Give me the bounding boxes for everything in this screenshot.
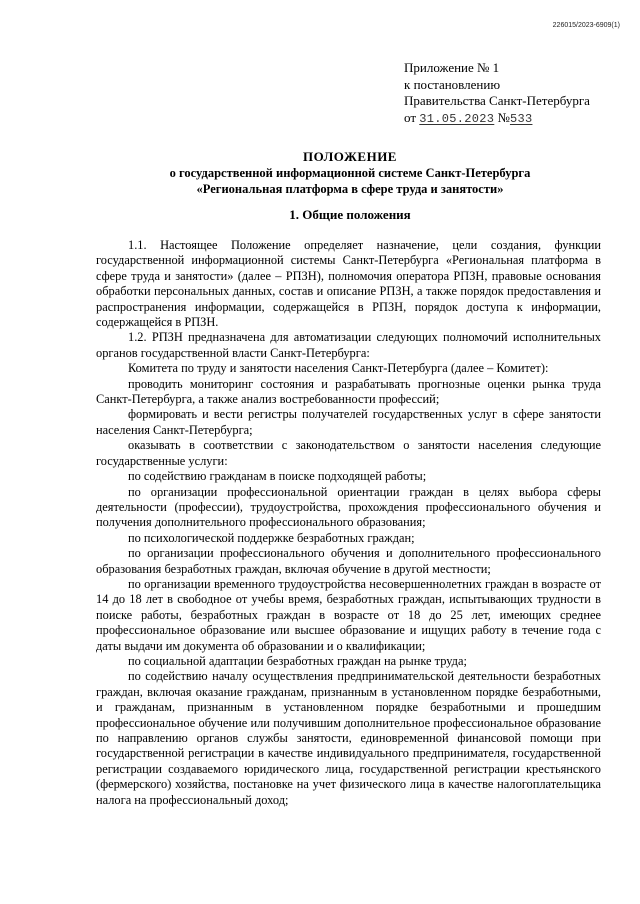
paragraph: формировать и вести регистры получателей государственных услуг в сфере занятости населения Санкт-Петербурга; bbox=[96, 407, 601, 437]
paragraph: Комитета по труду и занятости населения Санкт-Петербурга (далее – Комитет): bbox=[128, 361, 549, 376]
paragraph: проводить мониторинг состояния и разрабатывать прогнозные оценки рынка труда Санкт-Петербурга, а также анализ востребованности профессий; bbox=[96, 376, 601, 407]
document-id: 226015/2023-6909(1) bbox=[552, 22, 620, 29]
number-sign: № bbox=[497, 109, 510, 125]
appendix-date-line bbox=[404, 110, 624, 128]
document-title bbox=[60, 149, 640, 197]
appendix-line-2: к постановлению bbox=[404, 76, 501, 92]
title-line-2: о государственной информационной системе Санкт-Петербурга bbox=[169, 166, 531, 180]
decree-number: 533 bbox=[509, 111, 533, 126]
paragraph: по организации временного трудоустройства несовершеннолетних граждан в возрасте от 14 до 18 лет в свободное от учебы время, безработных граждан, испытывающих трудности в поиске работы, безработных граждан в возрасте от 18 до 25 лет, имеющих среднее профессиональное образование или высшее образование и ищущих работу в течение года с даты выдачи им документа об образовании и о квалификации; bbox=[96, 576, 601, 653]
paragraph: по содействию гражданам в поиске подходящей работы; bbox=[128, 469, 427, 484]
paragraph: оказывать в соответствии с законодательством о занятости населения следующие государственные услуги: bbox=[96, 438, 601, 468]
paragraph: по организации профессионального обучения и дополнительного профессионального образования безработных граждан, включая обучение в другой местности; bbox=[96, 546, 601, 576]
appendix-line-1: Приложение № 1 bbox=[404, 60, 500, 75]
document-body bbox=[96, 238, 601, 808]
paragraph: по содействию началу осуществления предпринимательской деятельности безработных граждан, включая оказание гражданам, признанным в установленном порядке безработными, и гражданам, признанным в установленном порядке безработными и прошедшим профессиональное обучение или получившим дополнительное профессиональное образование по направлению органов службы занятости, единовременной финансовой помощи при государственной регистрации в качестве индивидуального предпринимателя, государственной регистрации создаваемого юридического лица, государственной регистрации крестьянского (фермерского) хозяйства, постановке на учет физического лица в качестве налогоплательщика налога на профессиональный доход; bbox=[96, 669, 601, 807]
appendix-line-3: Правительства Санкт-Петербурга bbox=[404, 93, 590, 108]
appendix-block bbox=[404, 60, 624, 127]
paragraph: по организации профессиональной ориентации граждан в целях выбора сферы деятельности (профессии), трудоустройства, прохождения профессионального обучения и получения дополнительного профессионального образования; bbox=[96, 484, 601, 530]
decree-date: 31.05.2023 bbox=[419, 111, 495, 126]
date-prefix: от bbox=[404, 109, 417, 125]
paragraph: 1.1. Настоящее Положение определяет назначение, цели создания, функции государственной информационной системы Санкт-Петербурга «Региональная платформа в сфере труда и занятости» (далее – РПЗН), полномочия оператора РПЗН, правовые основания обработки персональных данных, состав и описание РПЗН, а также порядок предоставления и распространения информации, содержащейся в РПЗН, порядок доступа к информации, содержащейся в РПЗН. bbox=[96, 238, 601, 330]
section-heading: 1. Общие положения bbox=[289, 207, 411, 222]
paragraph: по психологической поддержке безработных граждан; bbox=[128, 530, 415, 545]
title-line-3: «Региональная платформа в сфере труда и занятости» bbox=[196, 182, 504, 196]
title-main: ПОЛОЖЕНИЕ bbox=[303, 149, 397, 164]
paragraph: по социальной адаптации безработных граждан на рынке труда; bbox=[128, 653, 467, 668]
paragraph: 1.2. РПЗН предназначена для автоматизации следующих полномочий исполнительных органов государственной власти Санкт-Петербурга: bbox=[96, 330, 601, 360]
